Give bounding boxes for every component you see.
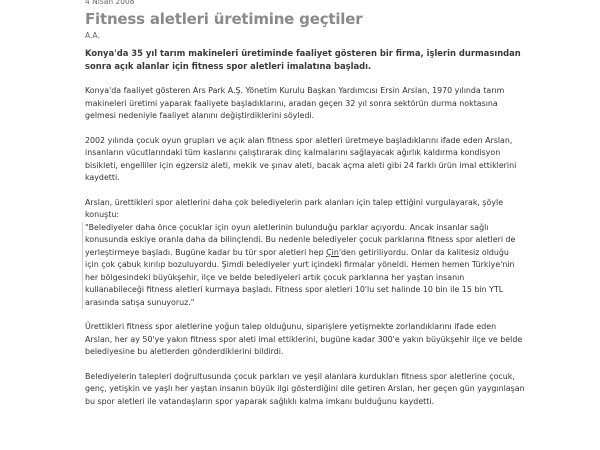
article-source: A.A. xyxy=(85,31,100,40)
quote-paragraph xyxy=(82,222,525,310)
article xyxy=(85,0,525,408)
quote-underlined-word: Çin xyxy=(326,247,339,257)
paragraph-1: Konya'da faaliyet gösteren Ars Park A.Ş. Yönetim Kurulu Başkan Yardımcısı Ersin Arslan, 1970 yılında tarım makineleri üretimi yaparak faaliyete başladıklarını, aradan geçen 32 yıl sonra sektörün durma noktasına gelmesi nedeniyle faaliyet alanını değiştirdiklerini söyledi. xyxy=(85,86,505,120)
article-title: Fitness aletleri üretimine geçtiler xyxy=(85,10,363,28)
paragraph-3-intro: Arslan, ürettikleri spor aletlerini daha çok belediyelerin park alanları için talep ettiğini vurgulayarak, şöyle konuştu: xyxy=(85,197,504,219)
article-lead: Konya'da 35 yıl tarım makineleri üretiminde faaliyet gösteren bir firma, işlerin durmasından sonra açık alanlar için fitness spor aletleri imalatına başladı. xyxy=(85,48,521,71)
paragraph-6: Belediyelerin talepleri doğrultusunda çocuk parkları ve yeşil alanlara kurdukları fitness spor aletlerine çocuk, genç, yetişkin ve yaşlı her yaştan insanın büyük ilgi gösterdiğini dile getiren Arslan, her geçen gün yaygınlaşan bu spor aletleri ile vatandaşların spor yaparak sağlıklı kalma imkanı bulduğunu kaydetti. xyxy=(85,371,525,406)
article-date: 4 Nisan 2008 xyxy=(85,0,135,6)
paragraph-5: Ürettikleri fitness spor aletlerine yoğun talep olduğunu, siparişlere yetişmekte zorlandıklarını ifade eden Arslan, her ay 50'ye yakın fitness spor aleti imal ettiklerini, bugüne kadar 300'e yakın büyükşehir ilçe ve belde belediyesine bu aletlerden gönderdiklerini bildirdi. xyxy=(85,322,523,356)
quote-part-b: 'den getiriliyordu. Onlar da kalitesiz olduğu için çok çabuk kırılıp bozuluyordu. Şimdi belediyeler yurt içindeki firmalar yöneldi. Hemen hemen Türkiye'nin her bölgesindeki büyükşehir, ilçe ve belde belediyeleri artık çocuk parklarına her yaştan insanın kullanabileceği fitness aletleri kurmaya başladı. Fitness spor aletleri 10'lu set halinde 10 bin ile 15 bin YTL arasında satışa sunuyoruz." xyxy=(85,247,515,307)
paragraph-2: 2002 yılında çocuk oyun grupları ve açık alan fitness spor aletleri üretmeye başladıklarını ifade eden Arslan, insanların vücutlarındaki tüm kaslarını çalıştırarak dinç kalmalarını sağlayacak ağırlık kaldırma kondisyon bisikleti, engelliler için egzersiz aleti, mekik ve şınav aleti, bacak açma aleti gibi 24 farklı ürün imal ettiklerini kaydetti. xyxy=(85,135,517,182)
quote-part-a: "Belediyeler daha önce çocuklar için oyun aletlerinin bulunduğu parklar açıyordu. Ancak insanlar sağlı konusunda eskiye oranla daha da bilinçlendi. Bu nedenle belediyeler çocuk parklarına fitness spor aletleri de yerleştirmeye başladı. Bugüne kadar bu tür spor aletleri hep xyxy=(85,222,516,257)
